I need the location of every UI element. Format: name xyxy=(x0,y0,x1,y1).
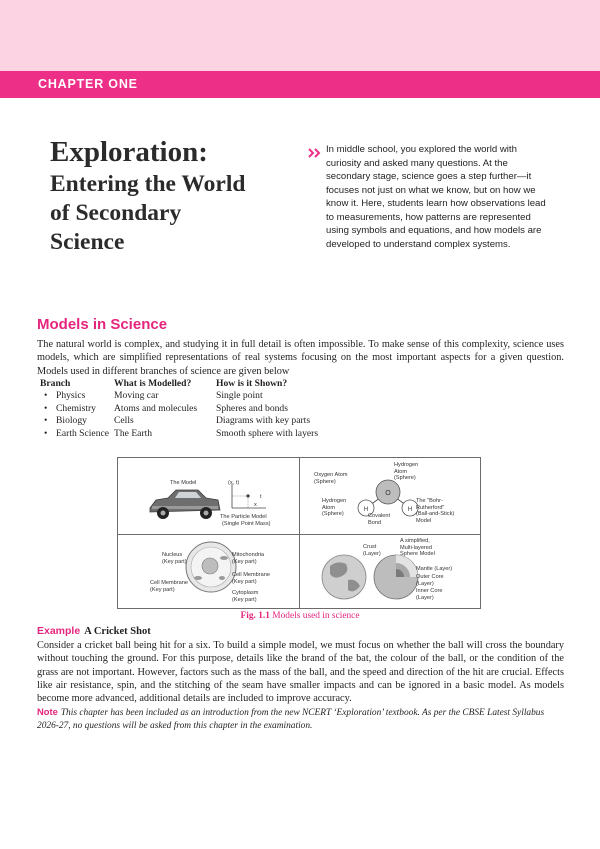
table-row xyxy=(40,390,366,402)
double-chevron-right-icon xyxy=(308,148,322,158)
table-header-row xyxy=(40,378,366,390)
bullet-icon: • xyxy=(44,415,48,427)
earth-model-label: A simplified, Multi-layered Sphere Model xyxy=(400,538,435,557)
chapter-title-line3: of Secondary xyxy=(50,200,182,226)
header-band xyxy=(0,0,600,71)
hydrogen-atom-top-label: Hydrogen Atom (Sphere) xyxy=(394,462,419,481)
table-cell: Moving car xyxy=(114,390,159,402)
cytoplasm-label: Cytoplasm (Key part) xyxy=(232,590,259,603)
note xyxy=(37,706,564,732)
branches-table xyxy=(40,378,366,440)
chapter-title-line4: Science xyxy=(50,229,125,255)
table-cell: • Chemistry xyxy=(40,403,114,415)
table-cell: Spheres and bonds xyxy=(216,402,288,414)
cell-illustration xyxy=(184,540,238,594)
table-cell: The Earth xyxy=(114,427,153,439)
table-header: How is it Shown? xyxy=(216,378,288,389)
example-heading xyxy=(37,625,151,637)
figure-divider xyxy=(118,534,480,535)
caption-number: Fig. 1.1 xyxy=(240,611,270,621)
bullet-icon: • xyxy=(44,427,48,439)
table-cell: Atoms and molecules xyxy=(114,402,198,414)
oxygen-atom-label: Oxygen Atom (Sphere) xyxy=(314,472,348,485)
bohr-model-label: The "Bohr- Rutherford" (Ball-and-Stick) Model xyxy=(416,498,455,524)
chapter-title-line2: Entering the World xyxy=(50,171,246,197)
table-cell: Diagrams with key parts xyxy=(216,415,311,427)
car-illustration xyxy=(146,486,222,522)
table-header: What is Modelled? xyxy=(114,378,192,389)
intro-text: In middle school, you explored the world with curiosity and asked many questions. At the secondary stage, science goes a step further—it focuses not just on what we know, but on how we know it. Here, students learn how observations lead to measurements, how patterns are represented using symbols and equations, and how models are developed to understand complex systems. xyxy=(326,144,546,250)
table-row xyxy=(40,415,366,427)
cell-membrane-right-label: Cell Membrane (Key part) xyxy=(232,572,270,585)
hydrogen-atom-left-label: Hydrogen Atom (Sphere) xyxy=(322,498,347,517)
figure-divider xyxy=(299,458,300,608)
caption-text: Models used in science xyxy=(272,611,360,621)
table-row xyxy=(40,428,366,440)
crust-label: Crust (Layer) xyxy=(363,544,381,557)
paragraph-models: The natural world is complex, and studying it in full detail is often impossible. To make sense of this complexity, science uses models, which are simplified representations of real systems focusing on the most important aspects for a given question. Models used in different branches of science are given below xyxy=(37,339,564,377)
earth-illustration xyxy=(318,550,424,604)
table-cell: • Biology xyxy=(40,415,114,427)
note-label: Note xyxy=(37,706,58,717)
chapter-label: CHAPTER ONE xyxy=(38,77,138,91)
mantle-label: Mantle (Layer) xyxy=(416,566,453,572)
atom-h-label: H xyxy=(407,507,413,513)
bullet-icon: • xyxy=(44,390,48,402)
example-title: A Cricket Shot xyxy=(84,626,151,637)
inner-core-label: Inner Core (Layer) xyxy=(416,588,443,601)
chapter-title-line1: Exploration: xyxy=(50,136,208,168)
t-axis-label: t xyxy=(260,494,262,500)
atom-h-label: H xyxy=(363,507,369,513)
paragraph-cricket: Consider a cricket ball being hit for a six. To build a simple model, we must focus on whether the ball will cross the boundary without touching the ground. For this purpose, details like the brand of the bat, the colour of the ball, or the condition of the grass are not important. However, factors such as the mass of the ball, and the speed and direction of the hit are crucial. Effects like air resistance, spin, and the stitching of the seam have smaller impacts and can be ignored in a basic model. As models become more advanced, additional details are included to improve accuracy. xyxy=(37,640,564,705)
cell-membrane-left-label: Cell Membrane (Key part) xyxy=(150,580,188,593)
section-heading: Models in Science xyxy=(37,316,168,333)
atom-o-label: O xyxy=(385,490,391,497)
table-header: Branch xyxy=(40,378,71,389)
bullet-icon: • xyxy=(44,402,48,414)
example-label: Example xyxy=(37,625,81,637)
table-cell: Cells xyxy=(114,415,134,427)
coord-label: (x, t) xyxy=(228,480,240,486)
outer-core-label: Outer Core (Layer) xyxy=(416,574,444,587)
x-axis-label: x xyxy=(254,502,257,508)
nucleus-label: Nucleus (Key part) xyxy=(162,552,187,565)
particle-model-label: The Particle Model xyxy=(220,514,267,520)
table-cell: Smooth sphere with layers xyxy=(216,427,319,439)
table-row xyxy=(40,403,366,415)
car-model-label: The Model xyxy=(170,480,197,486)
chapter-title-rest xyxy=(50,170,290,257)
single-point-label: (Single Point Mass) xyxy=(222,521,271,527)
mitochondria-label: Mitochondria (Key part) xyxy=(232,552,265,565)
table-cell: Single point xyxy=(216,390,263,402)
table-cell: • Physics xyxy=(40,390,114,402)
covalent-bond-label: Covalent Bond xyxy=(368,513,391,526)
models-figure xyxy=(117,457,481,609)
figure-caption xyxy=(0,611,600,621)
note-text: This chapter has been included as an introduction from the new NCERT ‘Exploration’ textbook. As per the CBSE Latest Syllabus 2026-27, no questions will be asked from this chapter in the examination. xyxy=(37,708,545,731)
table-cell: • Earth Science xyxy=(40,428,114,440)
